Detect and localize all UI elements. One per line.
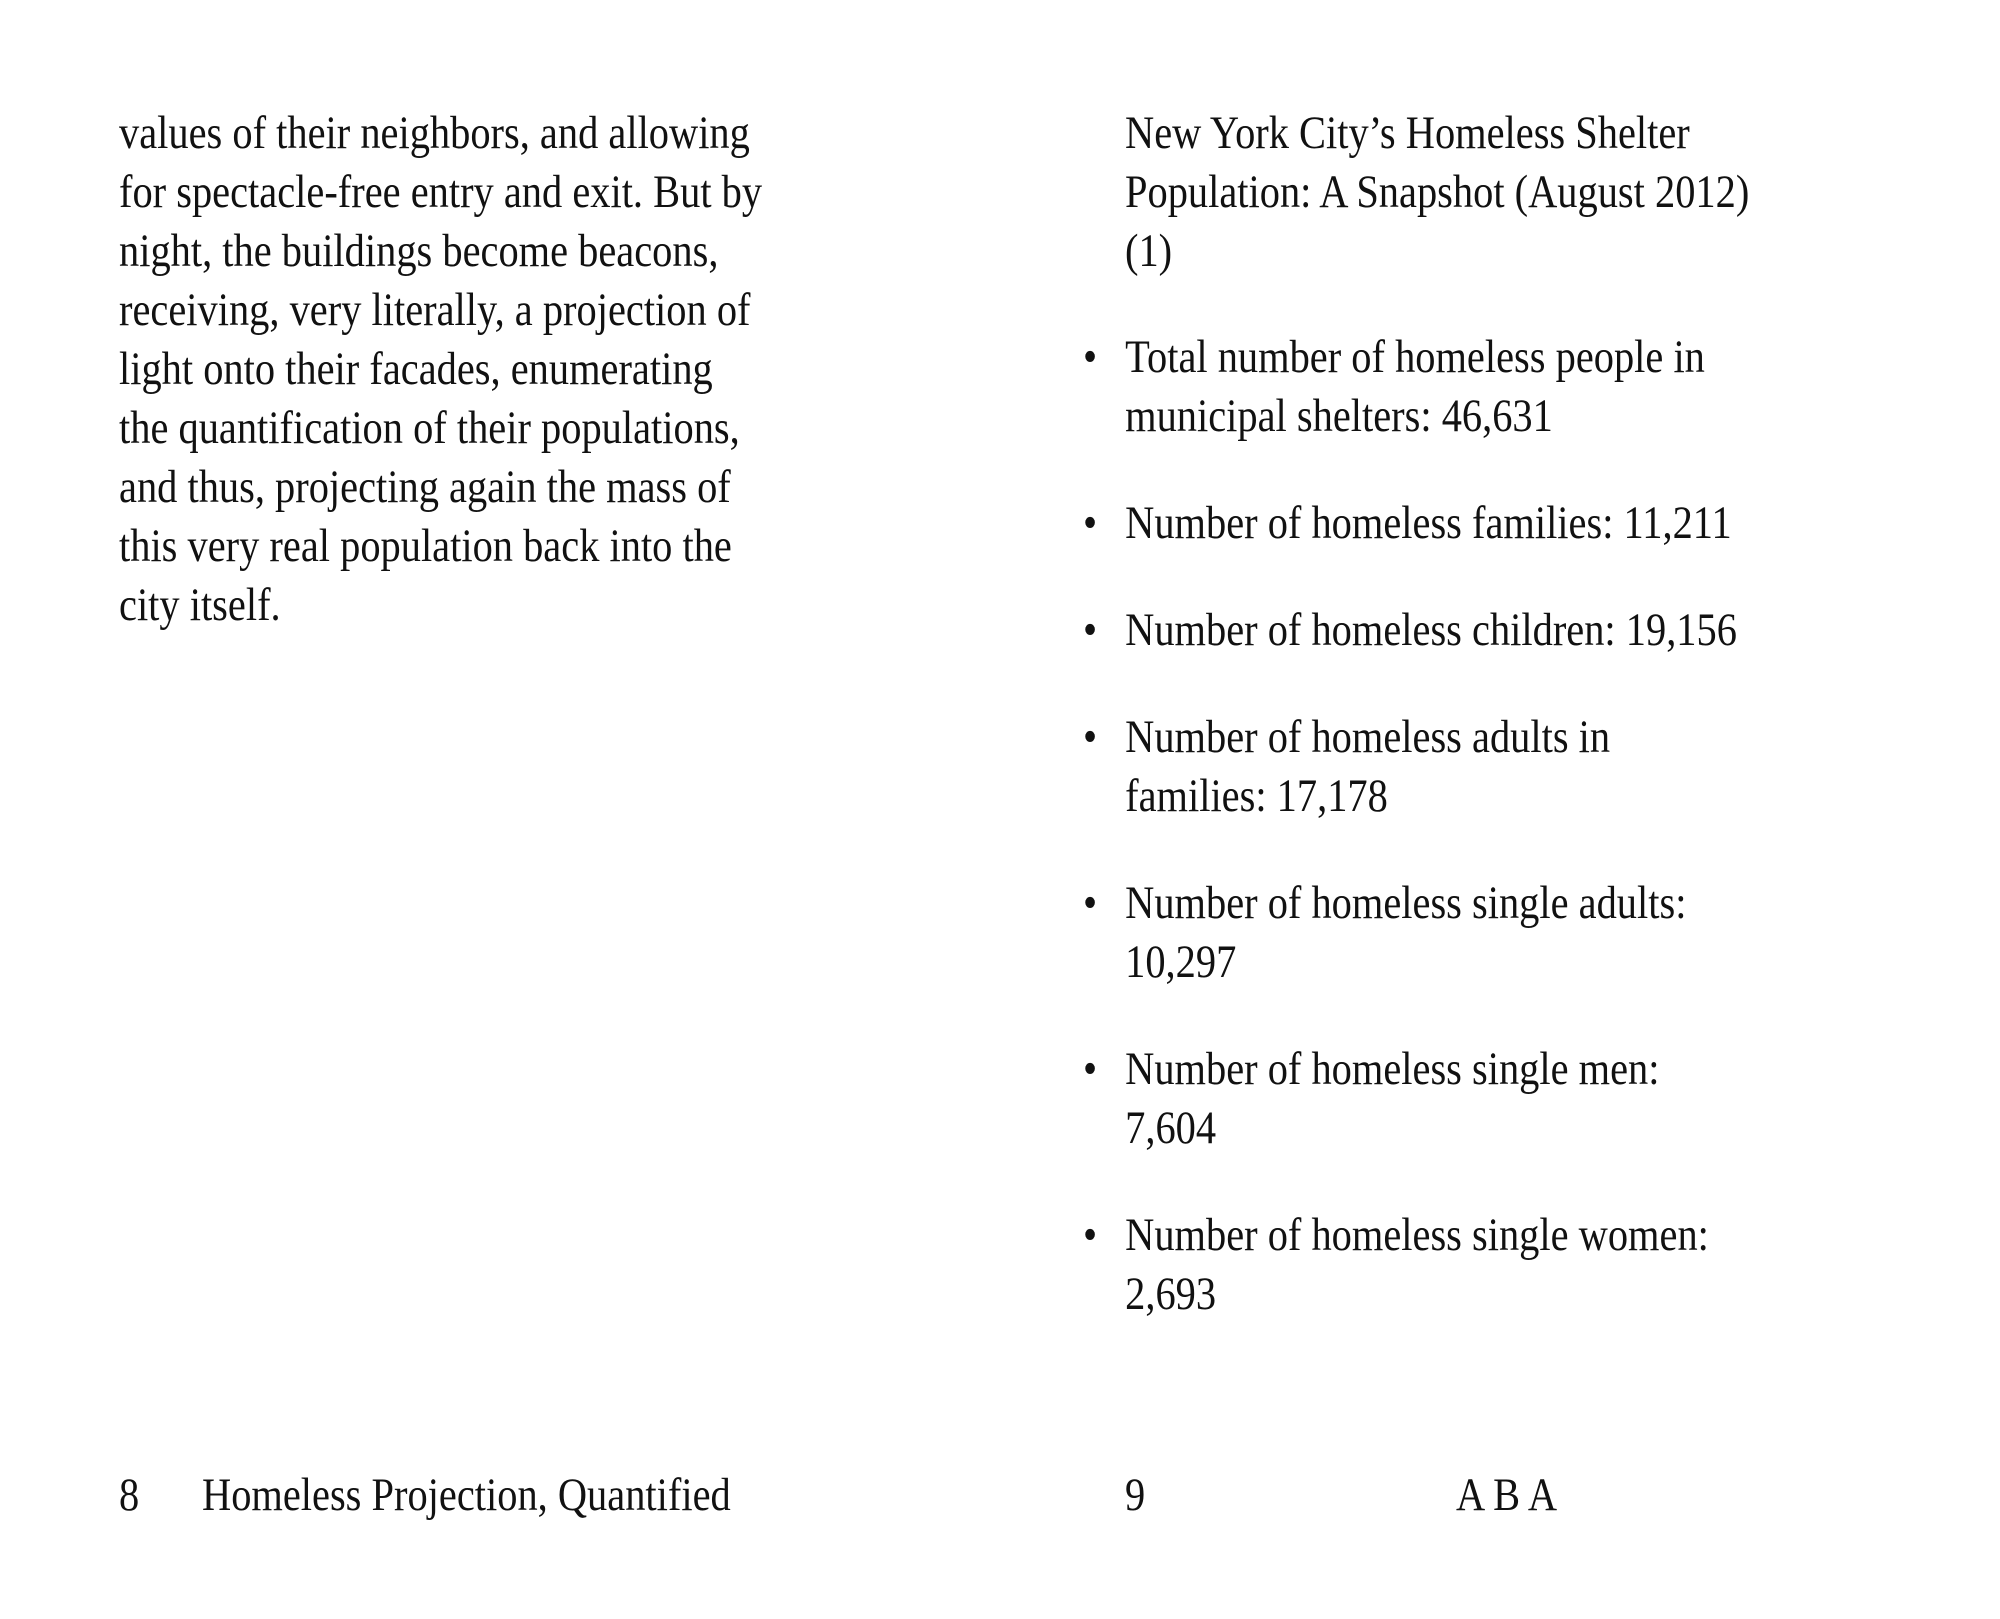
list-item [1083, 328, 1857, 446]
left-running-title: Homeless Projection, Quantified [202, 1469, 731, 1521]
bullet-icon: • [1083, 877, 1098, 929]
bullet-icon: • [1083, 711, 1098, 763]
section-title [1125, 104, 1749, 281]
title-line: Population: A Snapshot (August 2012) [1125, 166, 1750, 218]
body-line: this very real population back into the [119, 520, 732, 572]
stat-line: Number of homeless single men: [1125, 1043, 1660, 1095]
body-line: the quantification of their populations, [119, 402, 740, 454]
stat-line: municipal shelters: 46,631 [1125, 390, 1553, 442]
title-line: New York City’s Homeless Shelter [1125, 107, 1690, 159]
title-line: (1) [1125, 225, 1173, 277]
stat-line: families: 17,178 [1125, 770, 1388, 822]
list-item [1083, 601, 1857, 660]
body-line: light onto their facades, enumerating [119, 343, 713, 395]
bullet-icon: • [1083, 1043, 1098, 1095]
body-line: for spectacle-free entry and exit. But by [119, 166, 763, 218]
body-line: and thus, projecting again the mass of [119, 461, 731, 513]
bullet-icon: • [1083, 604, 1098, 656]
right-page [1000, 0, 2000, 1619]
stat-line: 2,693 [1125, 1268, 1217, 1320]
stat-line: Number of homeless families: 11,211 [1125, 497, 1732, 549]
stat-line: Total number of homeless people in [1125, 331, 1705, 383]
list-item [1083, 874, 1857, 992]
statistics-list [1083, 328, 1857, 1372]
left-page-number: 8 [119, 1469, 140, 1521]
stat-line: Number of homeless children: 19,156 [1125, 604, 1737, 656]
stat-line: Number of homeless single women: [1125, 1209, 1709, 1261]
bullet-icon: • [1083, 497, 1098, 549]
stat-line: 7,604 [1125, 1102, 1217, 1154]
stat-line: Number of homeless single adults: [1125, 877, 1687, 929]
right-page-number: 9 [1125, 1469, 1146, 1521]
body-paragraph [119, 104, 824, 635]
stat-line: 10,297 [1125, 936, 1237, 988]
bullet-icon: • [1083, 331, 1098, 383]
bullet-icon: • [1083, 1209, 1098, 1261]
list-item [1083, 494, 1857, 553]
body-line: night, the buildings become beacons, [119, 225, 719, 277]
right-running-title: A B A [1456, 1469, 1558, 1521]
list-item [1083, 708, 1857, 826]
list-item [1083, 1040, 1857, 1158]
body-line: city itself. [119, 579, 281, 631]
body-line: values of their neighbors, and allowing [119, 107, 750, 159]
list-item [1083, 1206, 1857, 1324]
body-line: receiving, very literally, a projection of [119, 284, 751, 336]
stat-line: Number of homeless adults in [1125, 711, 1611, 763]
